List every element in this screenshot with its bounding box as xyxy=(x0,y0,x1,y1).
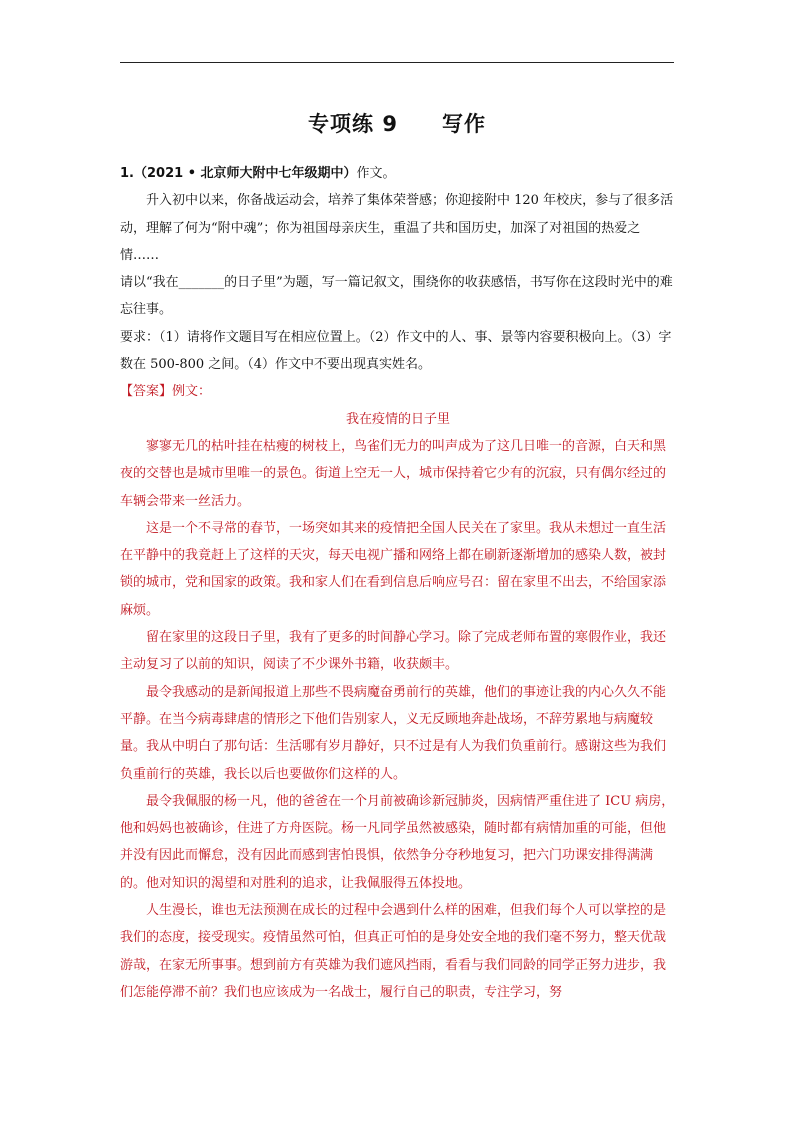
question-source: （2021 • 北京师大附中七年级期中） xyxy=(133,166,357,181)
question-number: 1. xyxy=(120,166,134,181)
answer-label: 【答案】例文： xyxy=(120,384,212,400)
task-paragraph: 请以“我在_______的日子里”为题，写一篇记叙文，围绕你的收获感悟，书写你在这段时光中的难忘往事。 xyxy=(120,275,673,318)
requirements-paragraph: 要求：（1）请将作文题目写在相应位置上。（2）作文中的人、事、景等内容要积极向上。（3）字数在 500-800 之间。（4）作文中不要出现真实姓名。 xyxy=(120,329,672,373)
question-instruction: 作文。 xyxy=(356,166,396,181)
essay-title: 我在疫情的日子里 xyxy=(345,411,450,427)
essay-paragraph: 留在家里的这段日子里，我有了更多的时间静心学习。除了完成老师布置的寒假作业，我还主动复习了以前的知识，阅读了不少课外书籍，收获颇丰。 xyxy=(120,630,667,673)
prompt-paragraph: 升入初中以来，你备战运动会，培养了集体荣誉感；你迎接附中 120 年校庆，参与了很多活动，理解了何为“附中魂”；你为祖国母亲庆生，重温了共和国历史，加深了对祖国的热爱之情…… xyxy=(120,193,674,263)
page-title: 专项练 9 写作 xyxy=(308,112,486,136)
document-body xyxy=(120,160,676,1006)
essay-paragraph: 最令我感动的是新闻报道上那些不畏病魔奋勇前行的英雄，他们的事迹让我的内心久久不能平静。在当今病毒肆虐的情形之下他们告别家人，义无反顾地奔赴战场，不辞劳累地与病魔较量。我从中明白了那句话：生活哪有岁月静好，只不过是有人为我们负重前行。感谢这些为我们负重前行的英雄，我长以后也要做你们这样的人。 xyxy=(120,684,667,782)
question-heading xyxy=(120,160,676,187)
header-rule xyxy=(120,62,674,63)
essay-paragraph: 寥寥无几的枯叶挂在枯瘦的树枝上，鸟雀们无力的叫声成为了这几日唯一的音源，白天和黑夜的交替也是城市里唯一的景色。街道上空无一人，城市保持着它少有的沉寂，只有偶尔经过的车辆会带来一丝活力。 xyxy=(120,438,667,509)
essay-paragraph: 人生漫长，谁也无法预测在成长的过程中会遇到什么样的困难，但我们每个人可以掌控的是我们的态度，接受现实。疫情虽然可怕，但真正可怕的是身处安全地的我们毫不努力，整天优哉游哉，在家无所事事。想到前方有英雄为我们遮风挡雨，看看与我们同龄的同学正努力进步，我们怎能停滞不前？我们也应该成为一名战士，履行自己的职责，专注学习，努 xyxy=(120,903,667,1000)
essay-paragraph: 这是一个不寻常的春节，一场突如其来的疫情把全国人民关在了家里。我从未想过一直生活在平静中的我竟赶上了这样的天灾，每天电视广播和网络上都在刷新逐渐增加的感染人数，被封锁的城市，党和国家的政策。我和家人们在看到信息后响应号召：留在家里不出去，不给国家添麻烦。 xyxy=(120,520,667,618)
essay-paragraph: 最令我佩服的杨一凡，他的爸爸在一个月前被确诊新冠肺炎，因病情严重住进了 ICU 病房，他和妈妈也被确诊，住进了方舟医院。杨一凡同学虽然被感染，随时都有病情加重的可能，但他并没有因此而懈怠，没有因此而感到害怕畏惧，依然争分夺秒地复习，把六门功课安排得满满的。他对知识的渴望和对胜利的追求，让我佩服得五体投地。 xyxy=(120,793,675,891)
